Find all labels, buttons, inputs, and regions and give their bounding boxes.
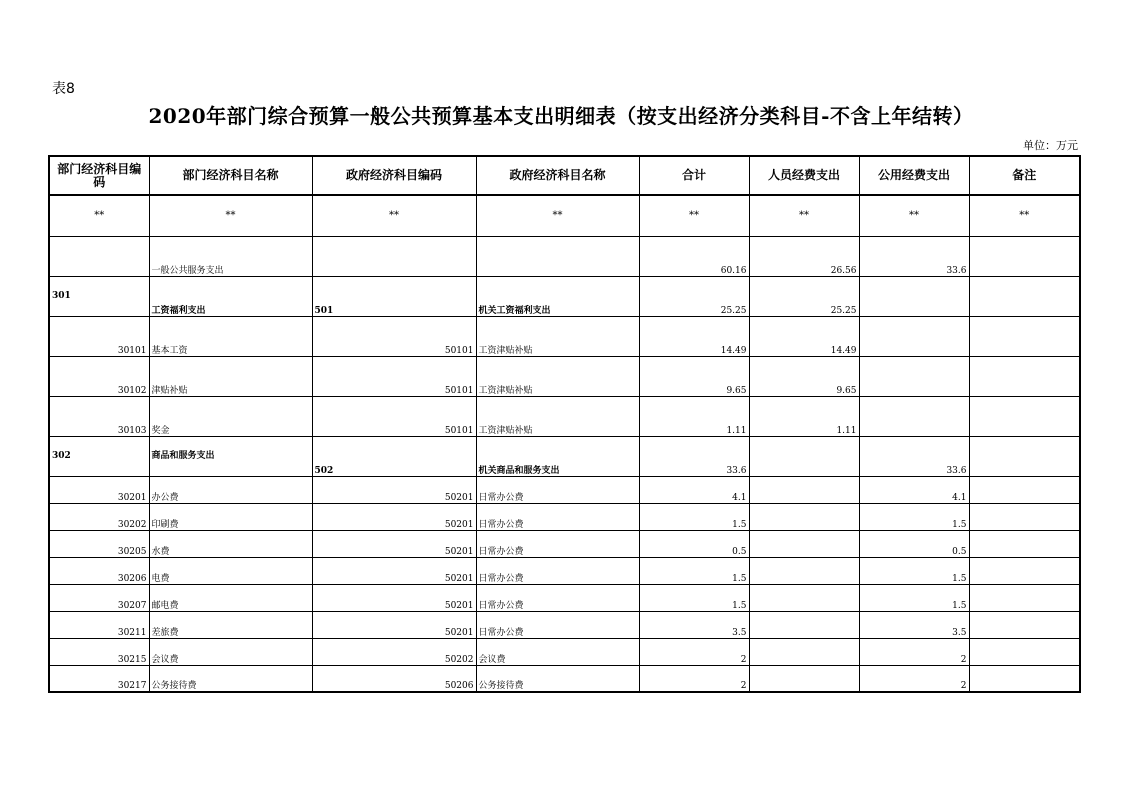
gov-code-cell: 50201 — [312, 557, 476, 584]
table-row — [49, 557, 1080, 584]
table-row — [49, 396, 1080, 436]
public-cell — [859, 316, 969, 356]
total-cell: 60.16 — [639, 236, 749, 276]
personnel-cell — [749, 584, 859, 611]
dept-name-cell: 会议费 — [149, 638, 312, 665]
gov-code-cell: 50201 — [312, 530, 476, 557]
personnel-cell — [749, 476, 859, 503]
dept-code-cell: 30217 — [49, 665, 149, 692]
gov-name-cell: 会议费 — [476, 638, 639, 665]
personnel-cell — [749, 436, 859, 476]
col-header-note: 备注 — [969, 156, 1080, 195]
note-cell — [969, 436, 1080, 476]
note-cell — [969, 611, 1080, 638]
gov-code-cell: 50201 — [312, 584, 476, 611]
total-cell: 0.5 — [639, 530, 749, 557]
total-cell: 1.5 — [639, 557, 749, 584]
placeholder-cell: ** — [859, 195, 969, 236]
dept-code-cell: 30215 — [49, 638, 149, 665]
personnel-cell: 9.65 — [749, 356, 859, 396]
dept-name-cell: 办公费 — [149, 476, 312, 503]
note-cell — [969, 396, 1080, 436]
col-header-personnel: 人员经费支出 — [749, 156, 859, 195]
gov-name-cell: 工资津贴补贴 — [476, 356, 639, 396]
table-row — [49, 584, 1080, 611]
col-header-gov-name: 政府经济科目名称 — [476, 156, 639, 195]
gov-code-cell — [312, 236, 476, 276]
gov-code-cell: 50201 — [312, 503, 476, 530]
page-title: 2020年部门综合预算一般公共预算基本支出明细表（按支出经济分类科目-不含上年结转） — [148, 104, 974, 128]
table-row — [49, 276, 1080, 316]
dept-name-cell: 电费 — [149, 557, 312, 584]
public-cell: 1.5 — [859, 557, 969, 584]
placeholder-cell: ** — [639, 195, 749, 236]
personnel-cell — [749, 638, 859, 665]
note-cell — [969, 276, 1080, 316]
col-header-total: 合计 — [639, 156, 749, 195]
gov-name-cell — [476, 236, 639, 276]
gov-code-cell: 50201 — [312, 476, 476, 503]
dept-name-cell: 一般公共服务支出 — [149, 236, 312, 276]
dept-code-cell: 30201 — [49, 476, 149, 503]
gov-name-cell: 工资津贴补贴 — [476, 396, 639, 436]
col-header-dept-name: 部门经济科目名称 — [149, 156, 312, 195]
note-cell — [969, 503, 1080, 530]
total-cell: 4.1 — [639, 476, 749, 503]
total-cell: 2 — [639, 665, 749, 692]
header-row — [49, 156, 1080, 195]
personnel-cell: 25.25 — [749, 276, 859, 316]
personnel-cell — [749, 611, 859, 638]
dept-name-cell: 邮电费 — [149, 584, 312, 611]
public-cell: 1.5 — [859, 584, 969, 611]
gov-name-cell: 机关商品和服务支出 — [476, 436, 639, 476]
public-cell: 2 — [859, 665, 969, 692]
total-cell: 1.5 — [639, 584, 749, 611]
note-cell — [969, 638, 1080, 665]
placeholder-cell: ** — [49, 195, 149, 236]
dept-code-cell — [49, 236, 149, 276]
dept-code-cell: 30101 — [49, 316, 149, 356]
public-cell: 33.6 — [859, 436, 969, 476]
note-cell — [969, 236, 1080, 276]
gov-name-cell: 机关工资福利支出 — [476, 276, 639, 316]
gov-name-cell: 日常办公费 — [476, 530, 639, 557]
dept-code-cell: 30211 — [49, 611, 149, 638]
dept-code-cell: 302 — [49, 436, 149, 476]
placeholder-cell: ** — [969, 195, 1080, 236]
table-row — [49, 611, 1080, 638]
table-row — [49, 503, 1080, 530]
table-row — [49, 638, 1080, 665]
total-cell: 33.6 — [639, 436, 749, 476]
total-cell: 25.25 — [639, 276, 749, 316]
placeholder-cell: ** — [312, 195, 476, 236]
total-cell: 1.11 — [639, 396, 749, 436]
total-cell: 1.5 — [639, 503, 749, 530]
gov-code-cell: 502 — [312, 436, 476, 476]
gov-code-cell: 50206 — [312, 665, 476, 692]
gov-code-cell: 50101 — [312, 356, 476, 396]
placeholder-row — [49, 195, 1080, 236]
personnel-cell — [749, 503, 859, 530]
gov-name-cell: 日常办公费 — [476, 503, 639, 530]
gov-name-cell: 日常办公费 — [476, 557, 639, 584]
public-cell: 2 — [859, 638, 969, 665]
total-cell: 14.49 — [639, 316, 749, 356]
unit-label: 单位：万元 — [1023, 139, 1078, 152]
gov-name-cell: 工资津贴补贴 — [476, 316, 639, 356]
table-row — [49, 530, 1080, 557]
personnel-cell: 1.11 — [749, 396, 859, 436]
public-cell — [859, 356, 969, 396]
personnel-cell — [749, 557, 859, 584]
col-header-gov-code: 政府经济科目编码 — [312, 156, 476, 195]
dept-name-cell: 工资福利支出 — [149, 276, 312, 316]
gov-code-cell: 50101 — [312, 316, 476, 356]
dept-code-cell: 30102 — [49, 356, 149, 396]
note-cell — [969, 316, 1080, 356]
table-row — [49, 316, 1080, 356]
note-cell — [969, 557, 1080, 584]
gov-name-cell: 公务接待费 — [476, 665, 639, 692]
note-cell — [969, 476, 1080, 503]
dept-name-cell: 水费 — [149, 530, 312, 557]
note-cell — [969, 530, 1080, 557]
public-cell: 33.6 — [859, 236, 969, 276]
table-row — [49, 665, 1080, 692]
table-row — [49, 236, 1080, 276]
placeholder-cell: ** — [476, 195, 639, 236]
col-header-dept-code: 部门经济科目编码 — [49, 156, 149, 195]
public-cell — [859, 276, 969, 316]
gov-name-cell: 日常办公费 — [476, 611, 639, 638]
table-row — [49, 436, 1080, 476]
placeholder-cell: ** — [149, 195, 312, 236]
table-row — [49, 476, 1080, 503]
gov-code-cell: 501 — [312, 276, 476, 316]
dept-code-cell: 30103 — [49, 396, 149, 436]
dept-name-cell: 奖金 — [149, 396, 312, 436]
table-number: 表8 — [52, 81, 75, 97]
dept-name-cell: 公务接待费 — [149, 665, 312, 692]
dept-name-cell: 基本工资 — [149, 316, 312, 356]
note-cell — [969, 665, 1080, 692]
dept-code-cell: 30207 — [49, 584, 149, 611]
table-row — [49, 356, 1080, 396]
public-cell: 0.5 — [859, 530, 969, 557]
dept-code-cell: 30206 — [49, 557, 149, 584]
dept-code-cell: 301 — [49, 276, 149, 316]
gov-code-cell: 50201 — [312, 611, 476, 638]
dept-name-cell: 差旅费 — [149, 611, 312, 638]
gov-name-cell: 日常办公费 — [476, 476, 639, 503]
public-cell: 1.5 — [859, 503, 969, 530]
public-cell: 3.5 — [859, 611, 969, 638]
gov-code-cell: 50101 — [312, 396, 476, 436]
gov-name-cell: 日常办公费 — [476, 584, 639, 611]
gov-code-cell: 50202 — [312, 638, 476, 665]
note-cell — [969, 584, 1080, 611]
dept-name-cell: 印刷费 — [149, 503, 312, 530]
total-cell: 2 — [639, 638, 749, 665]
personnel-cell — [749, 665, 859, 692]
personnel-cell: 26.56 — [749, 236, 859, 276]
public-cell — [859, 396, 969, 436]
dept-code-cell: 30205 — [49, 530, 149, 557]
dept-code-cell: 30202 — [49, 503, 149, 530]
total-cell: 9.65 — [639, 356, 749, 396]
expenditure-table — [48, 155, 1081, 693]
placeholder-cell: ** — [749, 195, 859, 236]
dept-name-cell: 商品和服务支出 — [149, 436, 312, 476]
col-header-public: 公用经费支出 — [859, 156, 969, 195]
public-cell: 4.1 — [859, 476, 969, 503]
note-cell — [969, 356, 1080, 396]
personnel-cell: 14.49 — [749, 316, 859, 356]
personnel-cell — [749, 530, 859, 557]
total-cell: 3.5 — [639, 611, 749, 638]
dept-name-cell: 津贴补贴 — [149, 356, 312, 396]
